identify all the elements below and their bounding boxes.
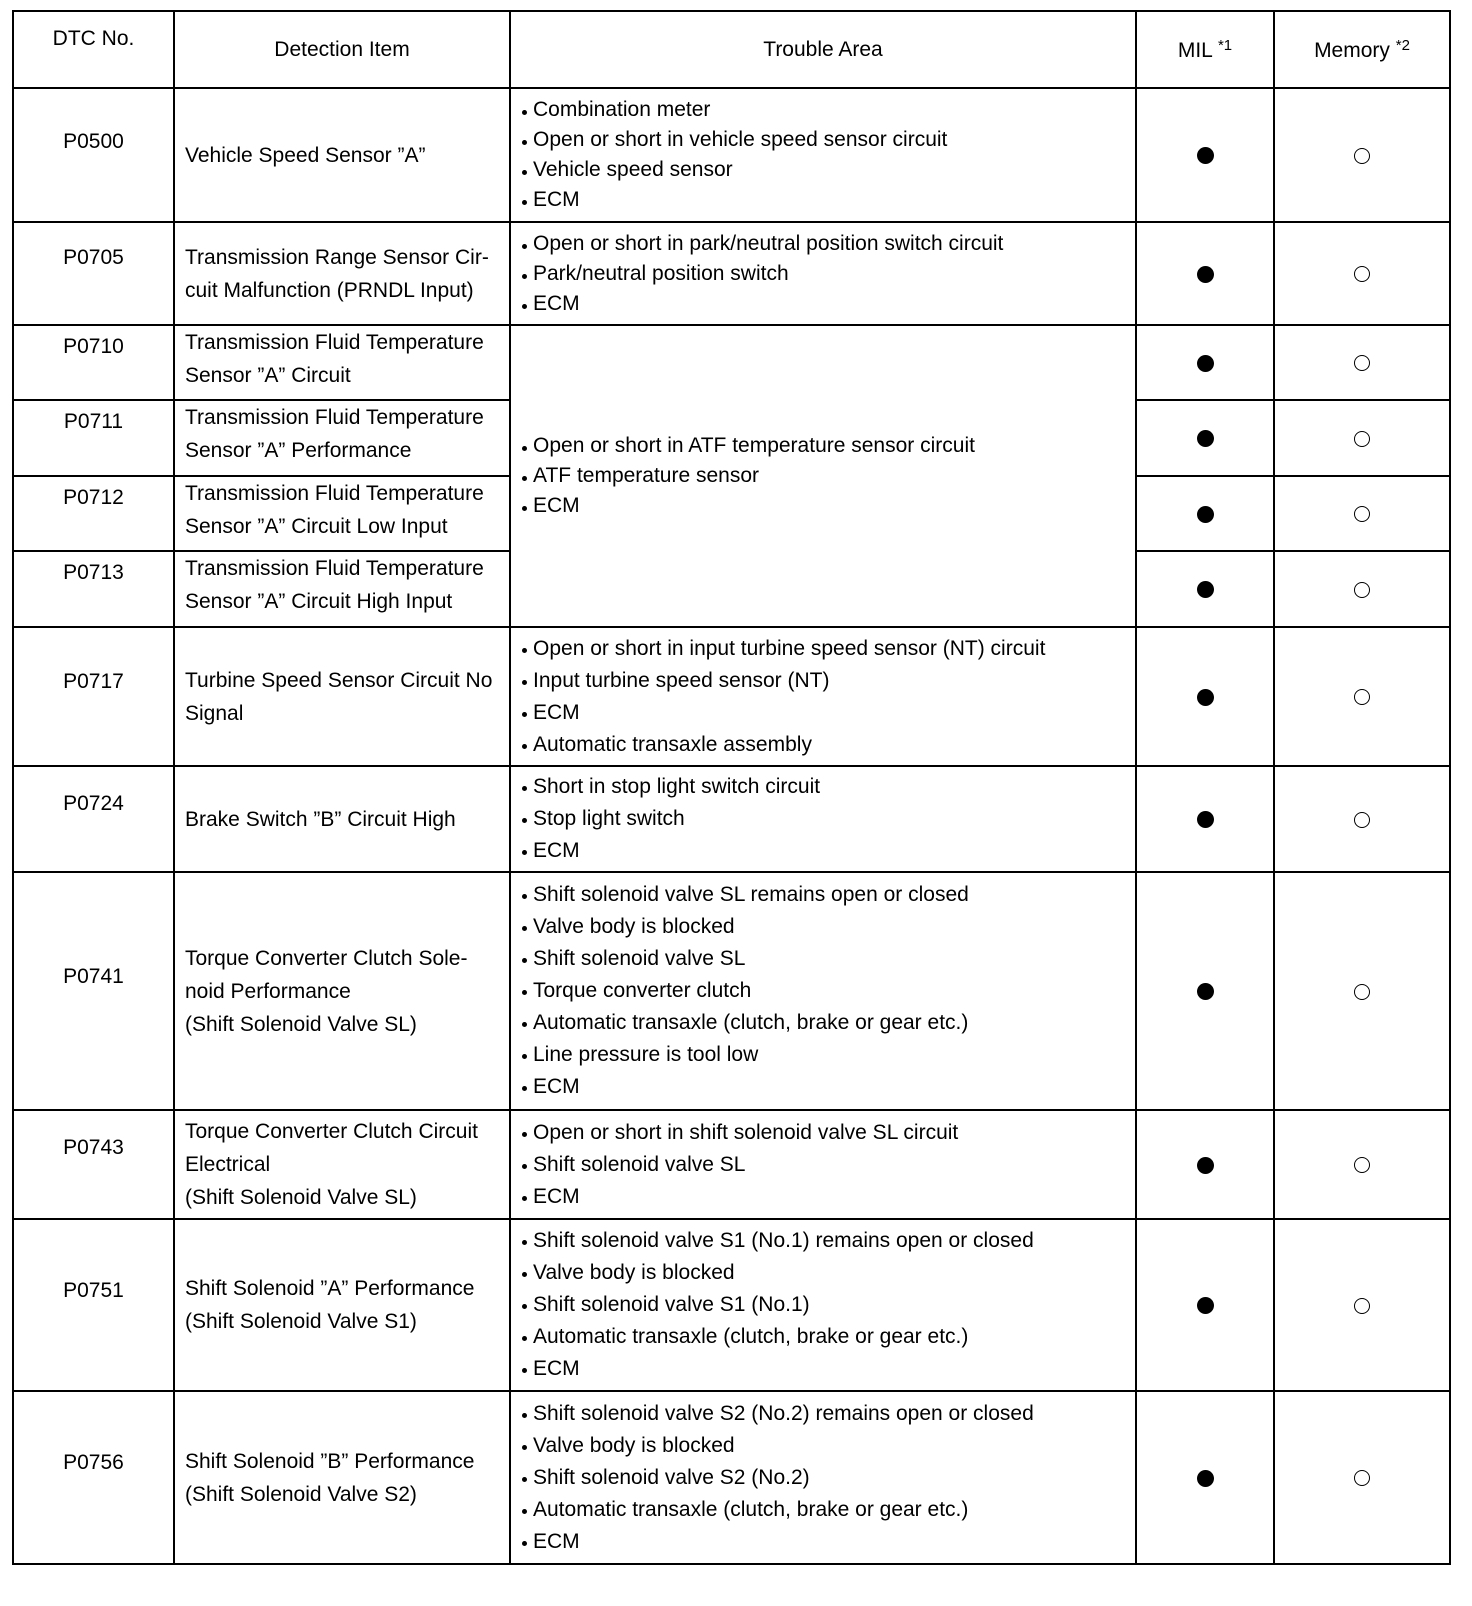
trouble-item: Open or short in ATF temperature sensor circuit	[521, 431, 1135, 461]
dtc-code: P0713	[13, 551, 174, 627]
trouble-item: Vehicle speed sensor	[521, 155, 1135, 185]
detection-item: Transmission Range Sensor Cir- cuit Malfunction (PRNDL Input)	[174, 222, 510, 325]
memory-cell	[1274, 88, 1450, 222]
header-mil: MIL $^{*1}$	[1136, 11, 1274, 88]
trouble-item: Shift solenoid valve S1 (No.1) remains open or closed	[521, 1225, 1135, 1257]
trouble-item: Valve body is blocked	[521, 911, 1135, 943]
detection-item: Vehicle Speed Sensor ”A”	[174, 88, 510, 222]
trouble-item: Shift solenoid valve SL	[521, 943, 1135, 975]
mil-on-indicator	[1197, 430, 1214, 447]
detection-item: Torque Converter Clutch Sole- noid Performance (Shift Solenoid Valve SL)	[174, 872, 510, 1110]
mil-on-indicator	[1197, 506, 1214, 523]
trouble-area	[510, 627, 1136, 766]
memory-cell	[1274, 551, 1450, 627]
trouble-item: ECM	[521, 1353, 1135, 1385]
mil-cell	[1136, 1391, 1274, 1564]
trouble-item: Combination meter	[521, 95, 1135, 125]
memory-cell	[1274, 476, 1450, 551]
mil-cell	[1136, 551, 1274, 627]
memory-cell	[1274, 325, 1450, 400]
memory-indicator	[1354, 1298, 1370, 1314]
mil-on-indicator	[1197, 811, 1214, 828]
trouble-area	[510, 222, 1136, 325]
dtc-code: P0711	[13, 400, 174, 476]
table-row	[13, 325, 1450, 400]
trouble-item: Automatic transaxle (clutch, brake or gear etc.)	[521, 1494, 1135, 1526]
memory-cell	[1274, 766, 1450, 872]
detection-item: Shift Solenoid ”B” Performance (Shift Solenoid Valve S2)	[174, 1391, 510, 1564]
mil-cell	[1136, 1219, 1274, 1391]
trouble-item: Automatic transaxle assembly	[521, 729, 1135, 761]
trouble-item: ECM	[521, 1526, 1135, 1558]
trouble-area	[510, 1110, 1136, 1219]
trouble-item: Automatic transaxle (clutch, brake or gear etc.)	[521, 1007, 1135, 1039]
detection-item: Transmission Fluid Temperature Sensor ”A” Circuit	[174, 325, 510, 400]
trouble-area	[510, 1391, 1136, 1564]
header-trouble-area: Trouble Area	[510, 11, 1136, 88]
table-row	[13, 1219, 1450, 1391]
trouble-item: ATF temperature sensor	[521, 461, 1135, 491]
trouble-item: Shift solenoid valve S1 (No.1)	[521, 1289, 1135, 1321]
memory-cell	[1274, 1219, 1450, 1391]
trouble-area	[510, 88, 1136, 222]
trouble-list	[521, 95, 1135, 215]
table-row	[13, 872, 1450, 1110]
trouble-item: ECM	[521, 491, 1135, 521]
trouble-item: Open or short in park/neutral position switch circuit	[521, 229, 1135, 259]
memory-indicator	[1354, 1470, 1370, 1486]
table-row	[13, 1391, 1450, 1564]
memory-footnote-marker: *2	[1395, 37, 1410, 54]
mil-cell	[1136, 1110, 1274, 1219]
table-row	[13, 627, 1450, 766]
header-memory: Memory $^{*2}$	[1274, 11, 1450, 88]
mil-cell	[1136, 766, 1274, 872]
memory-indicator	[1354, 812, 1370, 828]
dtc-code: P0724	[13, 766, 174, 872]
memory-indicator	[1354, 431, 1370, 447]
mil-on-indicator	[1197, 355, 1214, 372]
detection-item: Brake Switch ”B” Circuit High	[174, 766, 510, 872]
trouble-item: Valve body is blocked	[521, 1257, 1135, 1289]
memory-indicator	[1354, 689, 1370, 705]
trouble-item: ECM	[521, 835, 1135, 867]
dtc-code: P0743	[13, 1110, 174, 1219]
trouble-item: ECM	[521, 185, 1135, 215]
table-row	[13, 88, 1450, 222]
header-dtc: DTC No.	[13, 11, 174, 88]
trouble-list	[521, 431, 1135, 521]
detection-item: Torque Converter Clutch Circuit Electrical (Shift Solenoid Valve SL)	[174, 1110, 510, 1219]
trouble-area	[510, 872, 1136, 1110]
trouble-area	[510, 1219, 1136, 1391]
memory-cell	[1274, 1110, 1450, 1219]
detection-item: Shift Solenoid ”A” Performance (Shift Solenoid Valve S1)	[174, 1219, 510, 1391]
detection-item: Transmission Fluid Temperature Sensor ”A” Circuit High Input	[174, 551, 510, 627]
trouble-item: Torque converter clutch	[521, 975, 1135, 1007]
header-row	[13, 11, 1450, 88]
dtc-code: P0705	[13, 222, 174, 325]
trouble-area	[510, 766, 1136, 872]
mil-on-indicator	[1197, 147, 1214, 164]
memory-cell	[1274, 872, 1450, 1110]
dtc-code: P0500	[13, 88, 174, 222]
trouble-item: ECM	[521, 697, 1135, 729]
memory-indicator	[1354, 266, 1370, 282]
memory-cell	[1274, 627, 1450, 766]
dtc-code: P0756	[13, 1391, 174, 1564]
trouble-list	[521, 1117, 1135, 1213]
mil-on-indicator	[1197, 1470, 1214, 1487]
trouble-item: Valve body is blocked	[521, 1430, 1135, 1462]
mil-cell	[1136, 872, 1274, 1110]
trouble-item: ECM	[521, 289, 1135, 319]
trouble-item: Line pressure is tool low	[521, 1039, 1135, 1071]
trouble-item: Shift solenoid valve SL	[521, 1149, 1135, 1181]
trouble-list	[521, 1398, 1135, 1558]
mil-cell	[1136, 400, 1274, 476]
mil-cell	[1136, 627, 1274, 766]
memory-cell	[1274, 1391, 1450, 1564]
dtc-code: P0710	[13, 325, 174, 400]
mil-cell	[1136, 222, 1274, 325]
mil-on-indicator	[1197, 689, 1214, 706]
trouble-item: ECM	[521, 1181, 1135, 1213]
detection-item: Transmission Fluid Temperature Sensor ”A” Performance	[174, 400, 510, 476]
memory-indicator	[1354, 984, 1370, 1000]
trouble-item: Open or short in vehicle speed sensor circuit	[521, 125, 1135, 155]
trouble-item: Shift solenoid valve SL remains open or closed	[521, 879, 1135, 911]
mil-footnote-marker: *1	[1217, 37, 1233, 54]
mil-on-indicator	[1197, 581, 1214, 598]
table-row	[13, 1110, 1450, 1219]
memory-indicator	[1354, 582, 1370, 598]
trouble-item: Shift solenoid valve S2 (No.2) remains open or closed	[521, 1398, 1135, 1430]
memory-cell	[1274, 400, 1450, 476]
detection-item: Transmission Fluid Temperature Sensor ”A” Circuit Low Input	[174, 476, 510, 551]
dtc-code: P0751	[13, 1219, 174, 1391]
mil-on-indicator	[1197, 1297, 1214, 1314]
memory-indicator	[1354, 355, 1370, 371]
memory-indicator	[1354, 1157, 1370, 1173]
table-row	[13, 766, 1450, 872]
header-detection-item: Detection Item	[174, 11, 510, 88]
trouble-item: Open or short in shift solenoid valve SL circuit	[521, 1117, 1135, 1149]
trouble-item: ECM	[521, 1071, 1135, 1103]
memory-indicator	[1354, 148, 1370, 164]
mil-on-indicator	[1197, 266, 1214, 283]
mil-cell	[1136, 325, 1274, 400]
trouble-list	[521, 633, 1135, 761]
trouble-item: Stop light switch	[521, 803, 1135, 835]
trouble-item: Open or short in input turbine speed sensor (NT) circuit	[521, 633, 1135, 665]
table-row	[13, 222, 1450, 325]
trouble-list	[521, 879, 1135, 1103]
detection-item: Turbine Speed Sensor Circuit No Signal	[174, 627, 510, 766]
memory-indicator	[1354, 506, 1370, 522]
memory-cell	[1274, 222, 1450, 325]
dtc-table	[12, 10, 1451, 1565]
trouble-list	[521, 229, 1135, 319]
dtc-code: P0741	[13, 872, 174, 1110]
mil-on-indicator	[1197, 1157, 1214, 1174]
trouble-list	[521, 771, 1135, 867]
trouble-area	[510, 325, 1136, 627]
trouble-list	[521, 1225, 1135, 1385]
trouble-item: Automatic transaxle (clutch, brake or gear etc.)	[521, 1321, 1135, 1353]
dtc-code: P0717	[13, 627, 174, 766]
mil-cell	[1136, 476, 1274, 551]
trouble-item: Shift solenoid valve S2 (No.2)	[521, 1462, 1135, 1494]
trouble-item: Input turbine speed sensor (NT)	[521, 665, 1135, 697]
dtc-code: P0712	[13, 476, 174, 551]
mil-on-indicator	[1197, 983, 1214, 1000]
mil-cell	[1136, 88, 1274, 222]
trouble-item: Short in stop light switch circuit	[521, 771, 1135, 803]
trouble-item: Park/neutral position switch	[521, 259, 1135, 289]
